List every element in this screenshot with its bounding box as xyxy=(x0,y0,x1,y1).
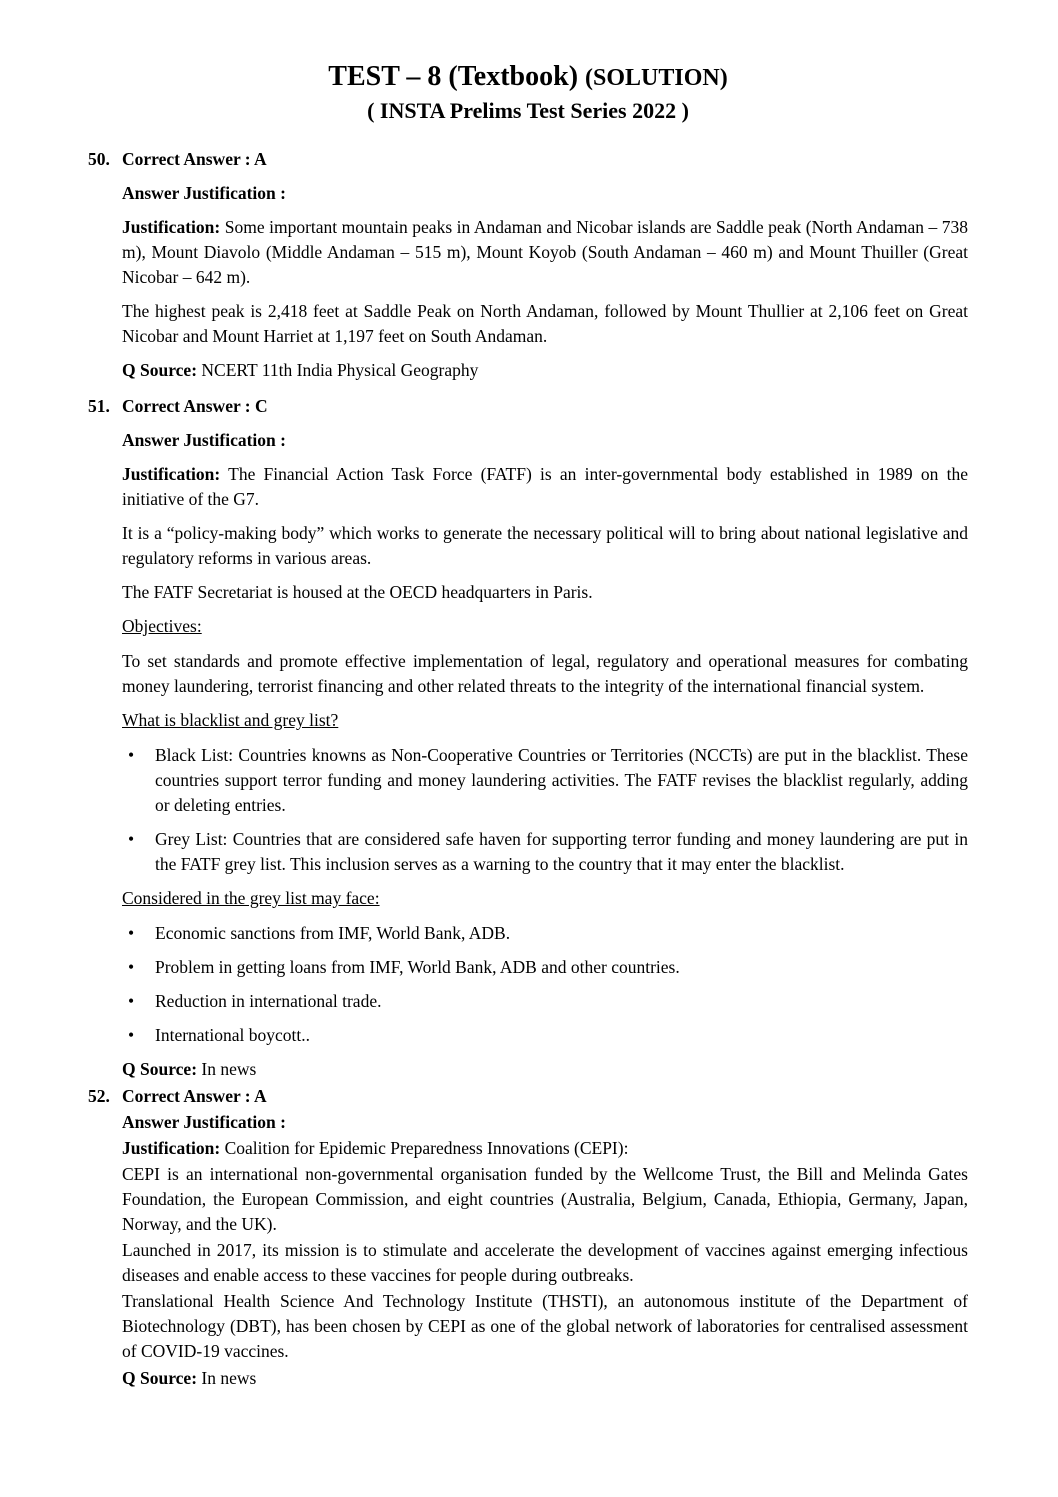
list-item: • Black List: Countries knowns as Non-Cooperative Countries or Territories (NCCTs) are put in the blacklist. These countries support terror funding and money laundering activities. The FATF revises the blacklist regularly, adding or deleting entries. xyxy=(122,743,968,818)
list-item: • Grey List: Countries that are considered safe haven for supporting terror funding and money laundering are put in the FATF grey list. This inclusion serves as a warning to the country that it may enter the blacklist. xyxy=(122,827,968,877)
answer-justification-label: Answer Justification : xyxy=(122,1112,286,1132)
q-source-label: Q Source: xyxy=(122,360,198,380)
correct-answer-line: Correct Answer : A xyxy=(122,149,267,169)
list-item: • Problem in getting loans from IMF, World Bank, ADB and other countries. xyxy=(122,955,968,980)
paragraph: The FATF Secretariat is housed at the OECD headquarters in Paris. xyxy=(122,582,593,602)
question-number: 52. xyxy=(88,1086,110,1106)
document-subtitle: ( INSTA Prelims Test Series 2022 ) xyxy=(367,98,689,123)
q-source-label: Q Source: xyxy=(122,1059,198,1079)
greylist-consequences-heading: Considered in the grey list may face: xyxy=(122,888,380,908)
paragraph: CEPI is an international non-governmental organisation funded by the Wellcome Trust, the Bill and Melinda Gates Foundation, the European Commission, and eight countries (Australia, Belgium, Canada, Ethiopia, Germany, Japan, Norway, and the UK). xyxy=(122,1164,968,1234)
paragraph: It is a “policy-making body” which works to generate the necessary political will to bring about national legislative and regulatory reforms in various areas. xyxy=(122,523,968,568)
correct-answer-line: Correct Answer : C xyxy=(122,396,268,416)
answer-justification-label: Answer Justification : xyxy=(122,183,286,203)
q-source-line xyxy=(122,358,968,383)
paragraph: The highest peak is 2,418 feet at Saddle Peak on North Andaman, followed by Mount Thullier at 2,106 feet on Great Nicobar and Mount Harriet at 1,197 feet on South Andaman. xyxy=(122,301,968,346)
blacklist-greylist-heading: What is blacklist and grey list? xyxy=(122,710,339,730)
document-title xyxy=(88,60,968,95)
objectives-heading: Objectives: xyxy=(122,616,202,636)
justification-paragraph xyxy=(122,462,968,512)
justification-paragraph xyxy=(122,215,968,290)
question-52 xyxy=(88,1084,968,1392)
justification-label: Justification: xyxy=(122,1138,221,1158)
justification-label: Justification: xyxy=(122,217,221,237)
paragraph: Launched in 2017, its mission is to stimulate and accelerate the development of vaccines against emerging infectious diseases and enable access to these vaccines for people during outbreaks. xyxy=(122,1240,968,1285)
list-item: • Reduction in international trade. xyxy=(122,989,968,1014)
question-50 xyxy=(88,147,968,392)
answer-justification-label: Answer Justification : xyxy=(122,430,286,450)
title-solution: (SOLUTION) xyxy=(585,65,728,91)
question-number: 51. xyxy=(88,396,110,416)
justification-text: Coalition for Epidemic Preparedness Innovations (CEPI): xyxy=(224,1138,629,1158)
question-body xyxy=(122,394,968,1084)
title-main: TEST – 8 (Textbook) xyxy=(328,61,579,92)
justification-paragraph xyxy=(122,1136,968,1161)
greylist-consequences-list xyxy=(122,921,968,1048)
justification-text: The Financial Action Task Force (FATF) is an inter-governmental body established in 1989 on the initiative of the G7. xyxy=(122,464,969,509)
q-source-text: In news xyxy=(201,1059,257,1079)
correct-answer-line: Correct Answer : A xyxy=(122,1086,267,1106)
list-item: • International boycott.. xyxy=(122,1023,968,1048)
question-body xyxy=(122,147,968,392)
justification-label: Justification: xyxy=(122,464,221,484)
list-item: • Economic sanctions from IMF, World Bank, ADB. xyxy=(122,921,968,946)
q-source-text: NCERT 11th India Physical Geography xyxy=(201,360,479,380)
blacklist-greylist-list xyxy=(122,743,968,877)
q-source-text: In news xyxy=(201,1368,257,1388)
question-number: 50. xyxy=(88,149,110,169)
question-body xyxy=(122,1084,968,1392)
justification-text: Some important mountain peaks in Andaman and Nicobar islands are Saddle peak (North Andaman – 738 m), Mount Diavolo (Middle Andaman – 515 m), Mount Koyob (South Andaman – 460 m) and Mount Thuiller (Great Nicobar – 642 m). xyxy=(122,217,969,287)
q-source-label: Q Source: xyxy=(122,1368,198,1388)
q-source-line xyxy=(122,1057,968,1082)
document-header xyxy=(88,60,968,125)
paragraph: Translational Health Science And Technology Institute (THSTI), an autonomous institute of the Department of Biotechnology (DBT), has been chosen by CEPI as one of the global network of laboratories for centralised assessment of COVID-19 vaccines. xyxy=(122,1291,968,1361)
question-51 xyxy=(88,394,968,1084)
q-source-line xyxy=(122,1366,968,1391)
paragraph: To set standards and promote effective implementation of legal, regulatory and operational measures for combating money laundering, terrorist financing and other related threats to the integrity of the international financial system. xyxy=(122,651,968,696)
